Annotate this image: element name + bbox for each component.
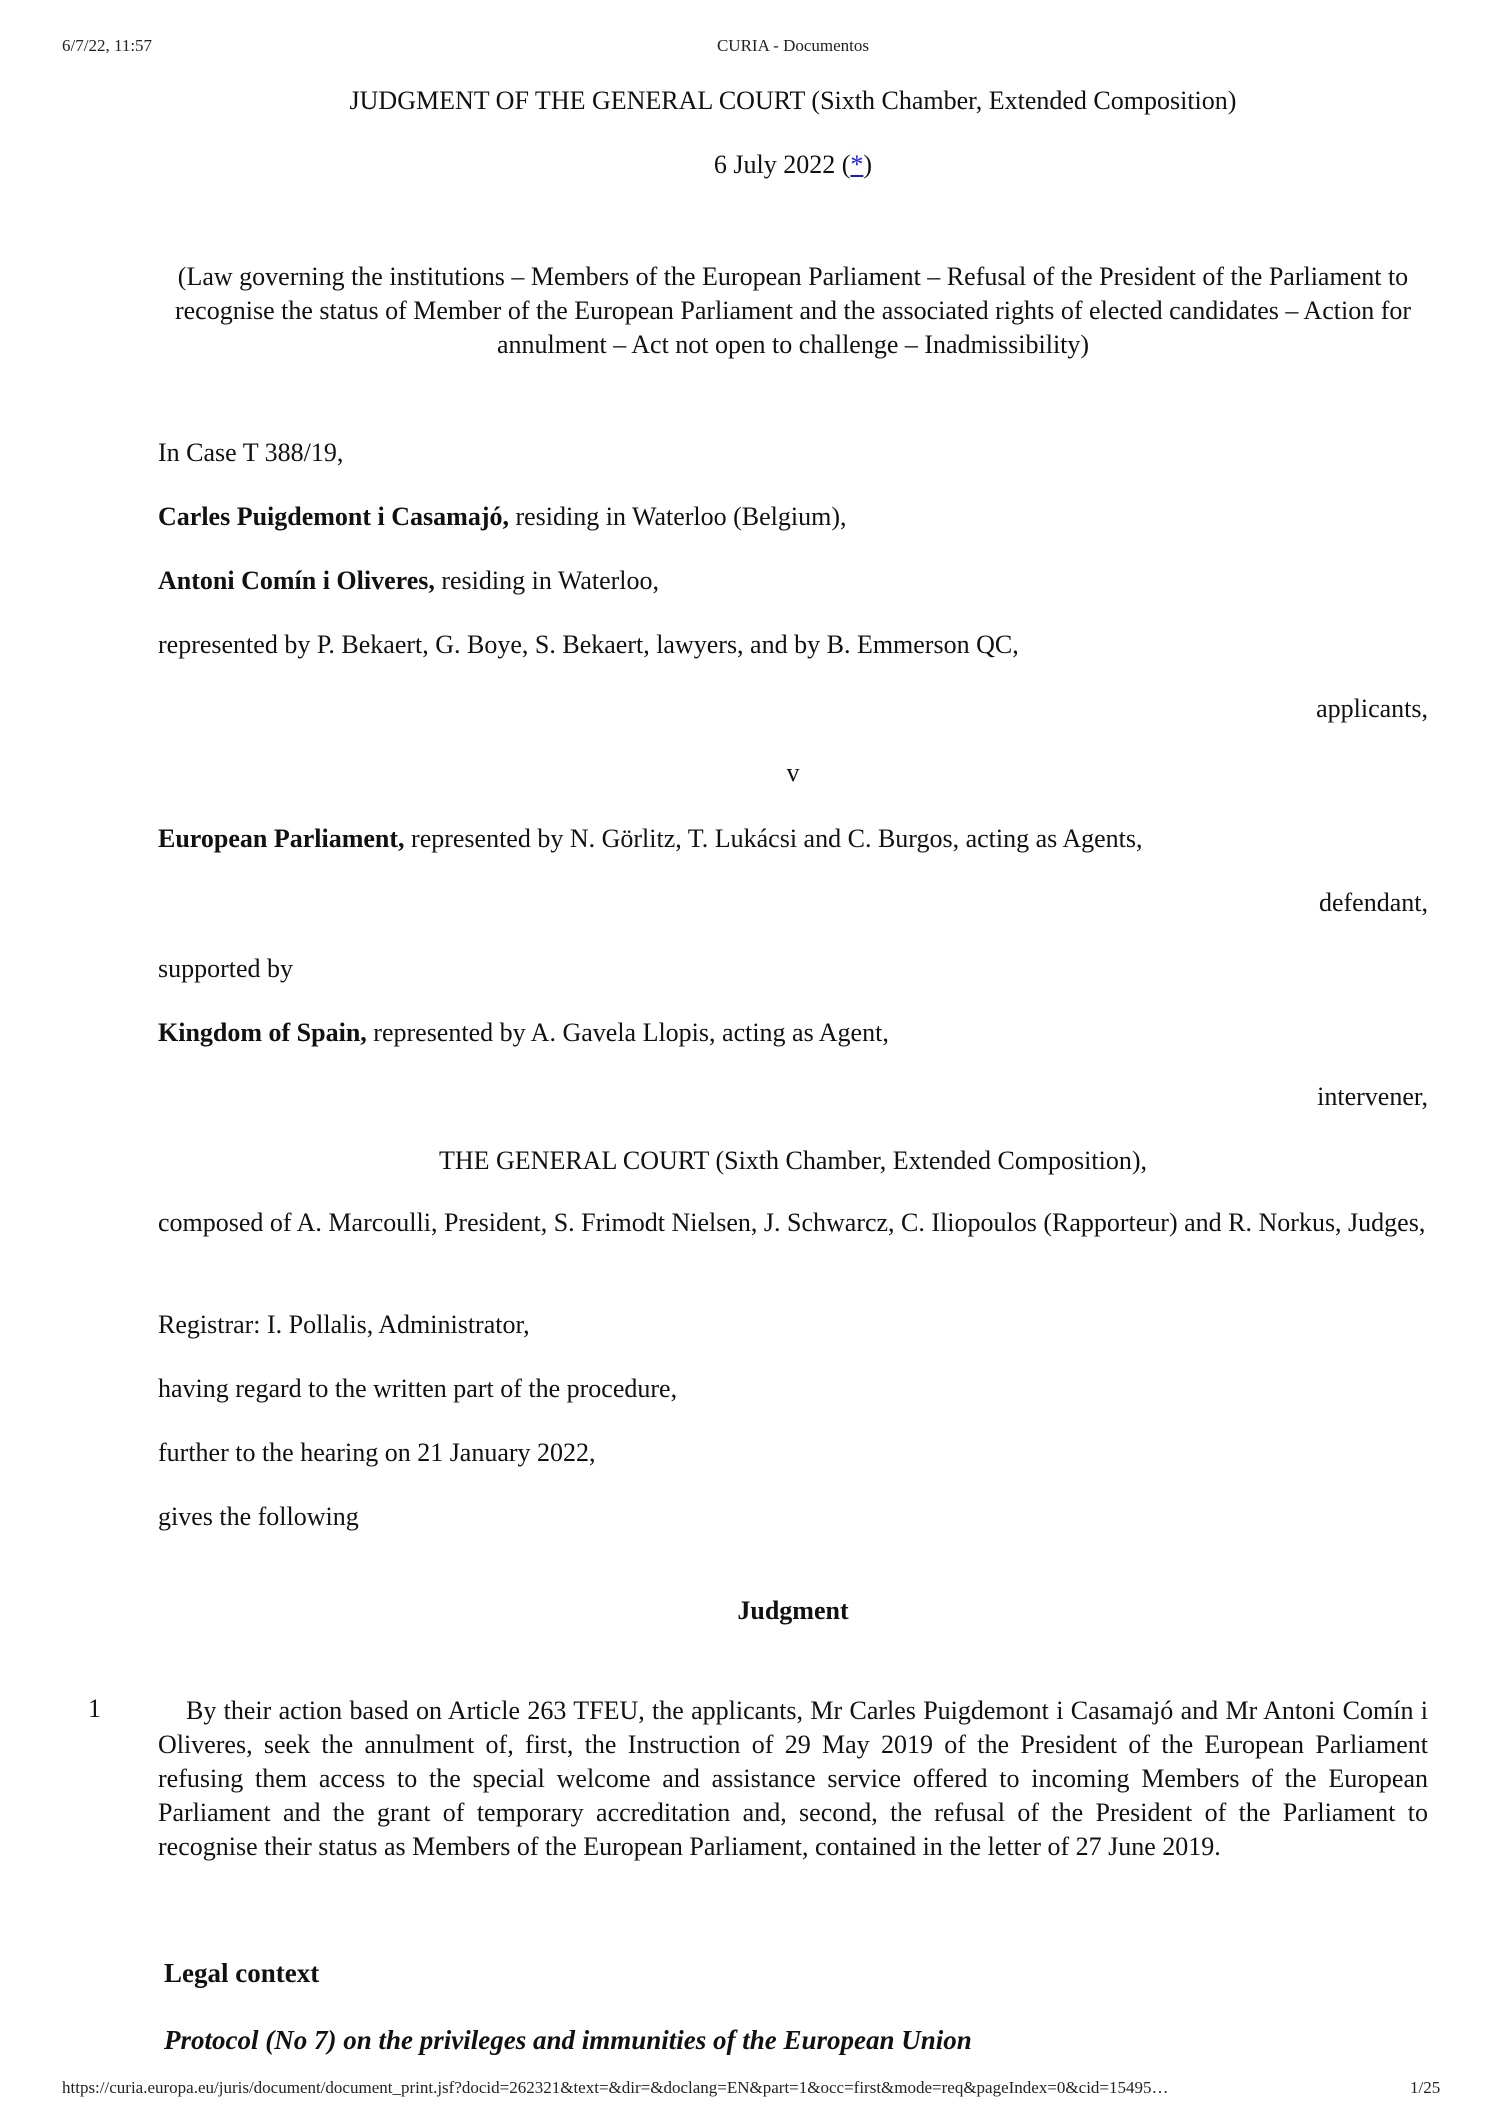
applicants-representation: represented by P. Bekaert, G. Boye, S. Bekaert, lawyers, and by B. Emmerson QC,	[158, 630, 1019, 659]
intervener-name: Kingdom of Spain,	[158, 1018, 367, 1047]
protocol-heading: Protocol (No 7) on the privileges and immunities of the European Union	[164, 2025, 972, 2055]
paragraph-number: 1	[88, 1694, 101, 1723]
print-url: https://curia.europa.eu/juris/document/document_print.jsf?docid=262321&text=&dir=&doclang=EN&part=1&occ=first&mode=req&pageIndex=0&cid=15495…	[62, 2078, 1169, 2097]
court-composition: composed of A. Marcoulli, President, S. Frimodt Nielsen, J. Schwarcz, C. Iliopoulos (Rapporteur) and R. Norkus, Judges,	[158, 1208, 1426, 1237]
applicant-1-residence: residing in Waterloo (Belgium),	[508, 502, 847, 531]
applicant-1-name: Carles Puigdemont i Casamajó,	[158, 502, 509, 531]
versus: v	[786, 758, 800, 787]
applicant-2-residence: residing in Waterloo,	[434, 566, 660, 595]
intervener-representation: represented by A. Gavela Llopis, acting as Agent,	[366, 1018, 889, 1047]
print-datetime: 6/7/22, 11:57	[62, 36, 153, 55]
footnote-link[interactable]: *	[850, 150, 864, 179]
date-close: )	[863, 150, 873, 179]
registrar: Registrar: I. Pollalis, Administrator,	[158, 1310, 530, 1339]
intervener-label: intervener,	[1317, 1082, 1428, 1111]
judgment-heading: Judgment	[737, 1596, 849, 1625]
applicant-1	[158, 500, 847, 534]
judgment-title: JUDGMENT OF THE GENERAL COURT (Sixth Chamber, Extended Composition)	[349, 86, 1237, 115]
paragraph-text: By their action based on Article 263 TFEU, the applicants, Mr Carles Puigdemont i Casamajó and Mr Antoni Comín i Oliveres, seek the annulment of, first, the Instruction of 29 May 2019 of the President of the European Parliament refusing them access to the special welcome and assistance service offered to incoming Members of the European Parliament and the grant of temporary accreditation and, second, the refusal of the President of the Parliament to recognise their status as Members of the European Parliament, contained in the letter of 27 June 2019.	[158, 1696, 1428, 1861]
subject-matter: (Law governing the institutions – Members of the European Parliament – Refusal of the President of the Parliament to recognise the status of Member of the European Parliament and the associated rights of elected candidates – Action for annulment – Act not open to challenge – Inadmissibility)	[174, 262, 1412, 359]
page-number: 1/25	[1410, 2078, 1441, 2097]
legal-context-heading: Legal context	[164, 1958, 320, 1988]
applicant-2-name: Antoni Comín i Oliveres,	[158, 566, 435, 595]
defendant-name: European Parliament,	[158, 824, 405, 853]
defendant-label: defendant,	[1318, 888, 1428, 917]
defendant-representation: represented by N. Görlitz, T. Lukácsi and C. Burgos, acting as Agents,	[404, 824, 1143, 853]
case-number: In Case T 388/19,	[158, 438, 344, 467]
date-text: 6 July 2022 (	[713, 150, 851, 179]
applicant-2	[158, 564, 659, 598]
hearing-date: further to the hearing on 21 January 2022,	[158, 1438, 596, 1467]
applicants-label: applicants,	[1316, 694, 1428, 723]
gives-following: gives the following	[158, 1502, 359, 1531]
court-composition-heading: THE GENERAL COURT (Sixth Chamber, Extended Composition),	[438, 1146, 1147, 1175]
judgment-date	[0, 150, 1500, 180]
defendant	[158, 822, 1143, 856]
intervener	[158, 1016, 889, 1050]
written-procedure: having regard to the written part of the procedure,	[158, 1374, 678, 1403]
supported-by: supported by	[158, 954, 294, 983]
print-page-title: CURIA - Documentos	[716, 36, 870, 55]
